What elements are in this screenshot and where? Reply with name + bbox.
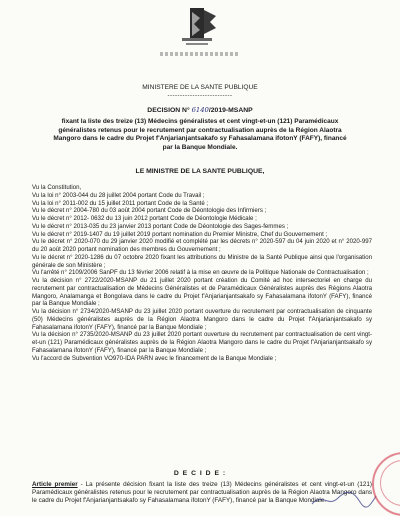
vu-item: Vu le décret n° 2020-1286 du 07 octobre 2020 fixant les attributions du Ministre de la Santé Publique ainsi que l'organisation générale de son Ministère ; bbox=[32, 253, 372, 269]
madagascar-emblem-icon bbox=[170, 6, 222, 50]
article-text: - La présente décision fixant la liste des treize (13) Médecins généralistes et cent vingt-et-un (121) Paramédicaux généralistes retenus pour le recrutement par contractualisation auprès de la Région Alaotra Mangoro dans le cadre du Projet f'Anjarianjantsakafo sy Fahasalamana ifotonY (FAFY), financé par la Banque Mondiale. bbox=[32, 481, 372, 504]
article-label: Article premier bbox=[32, 481, 78, 488]
decide-heading: D E C I D E : bbox=[173, 470, 227, 477]
vu-item: Vu la Constitution, bbox=[32, 184, 82, 191]
vu-item: Vu le décret n° 2020-070 du 29 janvier 2020 modifié et complété par les décrets n° 2020-597 du 04 juin 2020 et n° 2020-997 du 20 août 2020 portant nomination des membres du Gouvernement ; bbox=[32, 238, 372, 253]
decision-prefix: DECISION N° bbox=[147, 107, 190, 114]
heading-separator: -------------------------- bbox=[167, 93, 233, 99]
decision-number: 6140 bbox=[191, 106, 209, 114]
vu-item: Vu la loi n° 2011-002 du 15 juillet 2011 portant Code de la Santé ; bbox=[32, 199, 209, 207]
vu-item: Vu la loi n° 2003-044 du 28 juillet 2004 portant Code du Travail ; bbox=[32, 191, 205, 199]
signature-icon bbox=[308, 488, 378, 510]
vu-item: Vu la décision n° 2735/2020-MSANP du 23 juillet 2020 portant ouverture du recrutement par contractualisation de cent vingt-et-un (121) Paramédicaux généralistes auprès de la Région Alaotra Mangoro dans le cadre du Projet f'Anjarianjantsakafo sy Fahasalamana ifotonY (FAFY), financé par la Banque Mondiale ; bbox=[32, 331, 372, 354]
vu-item: Vu le décret n° 2004-780 du 03 août 2004 portant Code de Déontologie des Infirmiers ; bbox=[32, 207, 267, 215]
vu-item: Vu le décret n° 2013-035 du 23 janvier 2013 portant Code de Déontologie des Sages-femmes ; bbox=[32, 222, 289, 230]
vu-item: Vu l'arrêté n° 2109/2006 SanPF du 13 février 2006 relatif à la mise en œuvre de la Politique Nationale de Contractualisation ; bbox=[32, 269, 369, 277]
vu-item: Vu la décision n° 2734/2020-MSANP du 23 juillet 2020 portant ouverture du recrutement par contractualisation de cinquante (50) Médecins généralistes auprès de la Région Alaotra Mangoro dans le cadre du Projet f'Anjarianjantsakafo sy Fahasalamana ifotonY (FAFY), financé par la Banque Mondiale ; bbox=[32, 308, 372, 331]
decision-title bbox=[0, 106, 400, 114]
ministry-heading: MINISTERE DE LA SANTE PUBLIQUE bbox=[142, 84, 258, 91]
vu-list bbox=[32, 184, 372, 362]
decision-subject: fixant la liste des treize (13) Médecins généralistes et cent vingt-et-un (121) Paramédicaux généralistes retenus pour le recrutement par contractualisation auprès de la Région Alaotra Mangoro dans le cadre du Projet f'Anjarianjantsakafo sy Fahasalamana ifotonY (FAFY), financé par la Banque Mondiale. bbox=[53, 118, 347, 151]
minister-heading: LE MINISTRE DE LA SANTE PUBLIQUE, bbox=[135, 168, 265, 175]
emblem-caption bbox=[160, 52, 240, 56]
decision-suffix: /2019-MSANP bbox=[208, 107, 253, 114]
vu-item: Vu le décret n° 2019-1407 du 19 juillet 2019 portant nomination du Premier Ministre, Chef du Gouvernement ; bbox=[32, 230, 328, 238]
vu-item: Vu le décret n° 2012- 0632 du 13 juin 2012 portant Code de Déontologie Médicale ; bbox=[32, 215, 257, 222]
vu-item: Vu l'accord de Subvention VO970-IDA PARN avec le financement de la Banque Mondiale ; bbox=[32, 354, 277, 362]
vu-item: Vu la décision n° 2722/2020-MSANP du 21 juillet 2020 portant création du Comité ad hoc intersectoriel en charge du recrutement par contractualisation de Médecins Généralistes et de Paramédicaux Généralistes auprès des Régions Alaotra Mangoro, Analamanga et Bongolava dans le cadre du Projet f'Anjarianjantsakafo sy Fahasalamana ifotonY (FAFY), financé par la Banque Mondiale ; bbox=[32, 277, 372, 308]
